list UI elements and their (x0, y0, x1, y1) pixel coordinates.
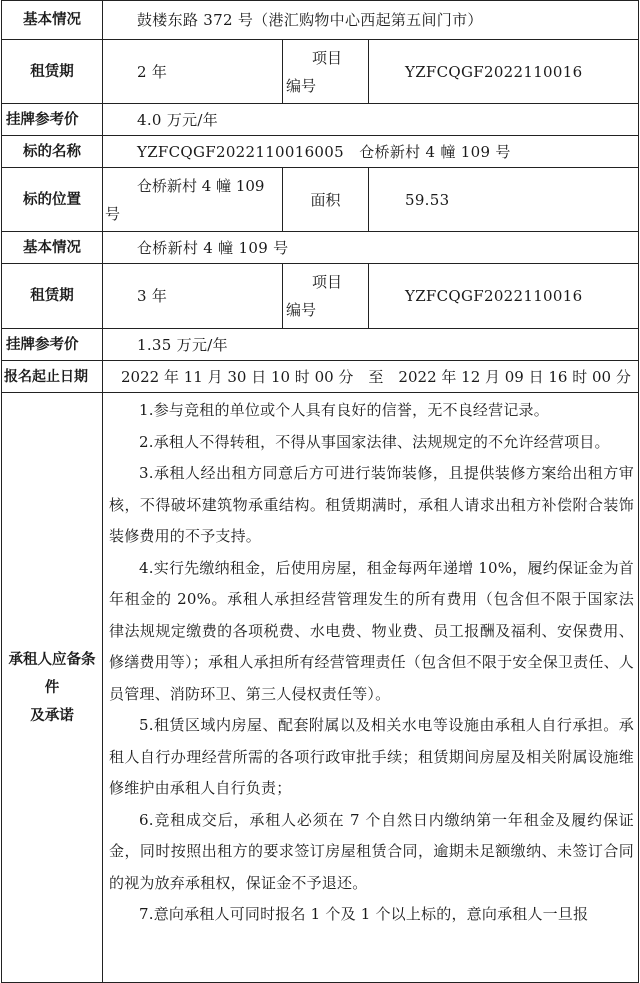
row-item-location (2, 168, 639, 232)
basic-info-label: 基本情况 (2, 232, 103, 264)
list-price-value: 1.35 万元/年 (103, 329, 639, 361)
project-number-label-line2: 编号 (286, 301, 317, 319)
row-list-price-1 (2, 104, 639, 136)
registration-period-value: 2022 年 11 月 30 日 10 时 00 分 至 2022 年 12 月 09 日 16 时 00 分 (103, 361, 639, 393)
list-price-value: 4.0 万元/年 (103, 104, 639, 136)
condition-item-6: 6.竞租成交后，承租人必须在 7 个自然日内缴纳第一年租金及履约保证金，同时按照出租方的要求签订房屋租赁合同，逾期未足额缴纳、未签订合同的视为放弃承租权，保证金不予退还。 (109, 810, 634, 892)
listing-table (1, 0, 639, 983)
item-location-line2: 号 (105, 204, 121, 223)
row-registration-period (2, 361, 639, 393)
row-basic-info-2 (2, 232, 639, 264)
lease-term-label: 租赁期 (2, 264, 103, 329)
lease-term-label: 租赁期 (2, 40, 103, 104)
project-number-label-line1: 项目 (311, 48, 342, 67)
item-location-label: 标的位置 (2, 168, 103, 232)
item-name-label: 标的名称 (2, 136, 103, 168)
row-lease-term-2 (2, 264, 639, 329)
registration-period-label: 报名起止日期 (2, 361, 103, 393)
conditions-label-line3: 及承诺 (30, 707, 74, 724)
condition-item-7: 7.意向承租人可同时报名 1 个及 1 个以上标的，意向承租人一旦报 (139, 905, 589, 923)
basic-info-value: 鼓楼东路 372 号（港汇购物中心西起第五间门市） (103, 1, 639, 40)
list-price-label: 挂牌参考价 (2, 329, 103, 361)
row-conditions (2, 393, 639, 983)
row-list-price-2 (2, 329, 639, 361)
lease-term-value: 2 年 (103, 40, 283, 104)
list-price-label: 挂牌参考价 (2, 104, 103, 136)
area-value: 59.53 (369, 168, 639, 232)
basic-info-label: 基本情况 (2, 1, 103, 40)
project-number-label-line1: 项目 (311, 273, 342, 291)
project-number-value: YZFCQGF2022110016 (369, 264, 639, 329)
condition-item-3: 3.承租人经出租方同意后方可进行装饰装修，且提供装修方案给出租方审核，不得破坏建筑物承重结构。租赁期满时，承租人请求出租方补偿附合装饰装修费用的不予支持。 (109, 464, 634, 545)
project-number-value: YZFCQGF2022110016 (369, 40, 639, 104)
condition-item-2: 2.承租人不得转租，不得从事国家法律、法规规定的不允许经营项目。 (139, 432, 610, 451)
condition-item-4: 4.实行先缴纳租金，后使用房屋，租金每两年递增 10%，履约保证金为首年租金的 20%。承租人承担经营管理发生的所有费用（包含但不限于国家法律法规规定缴费的各项税费、水电费、物业费、员工报酬及福利、安保费用、修缮费用等）；承租人承担所有经营管理责任（包含但不限于安全保卫责任、人员管理、消防环卫、第三人侵权责任等）。 (109, 558, 634, 703)
conditions-label (2, 393, 103, 983)
area-label: 面积 (283, 168, 369, 232)
conditions-body (103, 393, 639, 983)
row-lease-term-1 (2, 40, 639, 104)
condition-item-1: 1.参与竞租的单位或个人具有良好的信誉，无不良经营记录。 (139, 401, 549, 419)
item-location-line1: 仓桥新村 4 幢 109 (137, 176, 265, 195)
project-number-label (283, 264, 369, 329)
project-number-label-line2: 编号 (286, 76, 317, 95)
basic-info-value: 仓桥新村 4 幢 109 号 (103, 232, 639, 264)
item-location-value (103, 168, 283, 232)
conditions-label-line1: 承租人应备条 (8, 651, 96, 668)
row-item-name (2, 136, 639, 168)
conditions-label-line2: 件 (44, 679, 60, 696)
condition-item-5: 5.租赁区域内房屋、配套附属以及相关水电等设施由承租人自行承担。承租人自行办理经营所需的各项行政审批手续；租赁期间房屋及相关附属设施维修维护由承租人自行负责； (109, 716, 634, 797)
item-name-value: YZFCQGF2022110016005 仓桥新村 4 幢 109 号 (103, 136, 639, 168)
lease-term-value: 3 年 (103, 264, 283, 329)
project-number-label (283, 40, 369, 104)
row-basic-info-1 (2, 1, 639, 40)
